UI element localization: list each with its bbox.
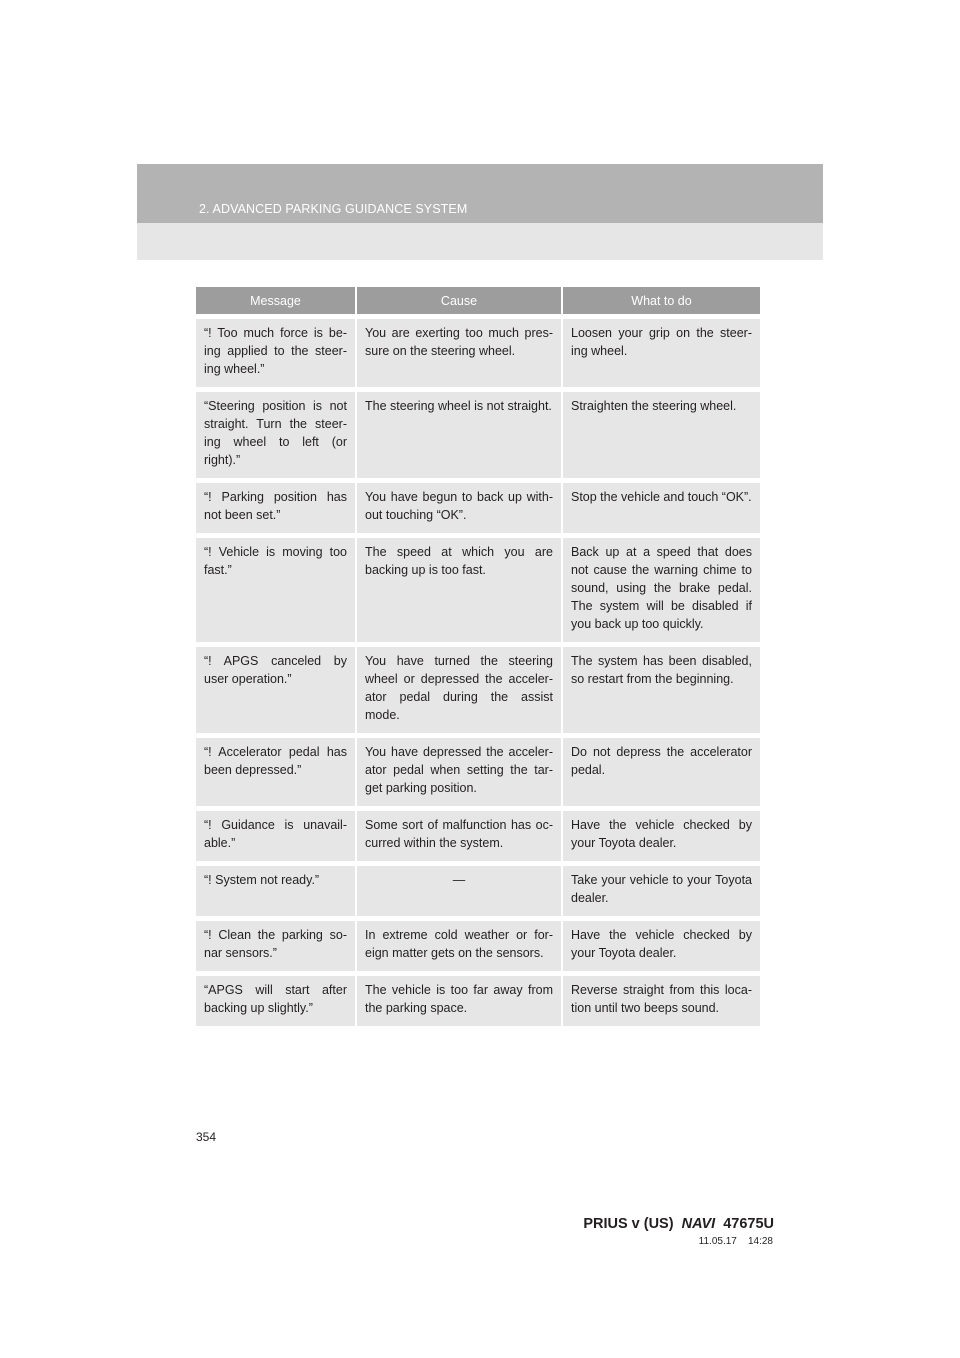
cause-cell: Some sort of malfunction has oc-curred within the system.	[356, 809, 562, 864]
table-row	[196, 481, 760, 536]
table-row	[196, 974, 760, 1027]
column-header-cause: Cause	[356, 287, 562, 317]
cause-cell: The steering wheel is not straight.	[356, 390, 562, 481]
table-row	[196, 864, 760, 919]
message-cell: “! Guidance is unavail-able.”	[196, 809, 356, 864]
table-row	[196, 736, 760, 809]
table-row	[196, 317, 760, 390]
cause-cell: You are exerting too much pres-sure on the steering wheel.	[356, 317, 562, 390]
table-row	[196, 919, 760, 974]
action-cell: Have the vehicle checked by your Toyota dealer.	[562, 919, 760, 974]
action-cell: Back up at a speed that does not cause the warning chime to sound, using the brake pedal. The system will be disabled if you back up too quickly.	[562, 536, 760, 645]
cause-cell: You have depressed the acceler-ator pedal when setting the tar-get parking position.	[356, 736, 562, 809]
action-cell: Reverse straight from this loca-tion until two beeps sound.	[562, 974, 760, 1027]
cause-cell: The speed at which you are backing up is too fast.	[356, 536, 562, 645]
message-cell: “! System not ready.”	[196, 864, 356, 919]
message-cell: “! Parking position has not been set.”	[196, 481, 356, 536]
section-title: 2. ADVANCED PARKING GUIDANCE SYSTEM	[199, 202, 468, 216]
table-header-row	[196, 287, 760, 317]
action-cell: Loosen your grip on the steer-ing wheel.	[562, 317, 760, 390]
model-name: PRIUS v (US)	[583, 1216, 674, 1232]
page-number: 354	[196, 1130, 217, 1144]
table-row	[196, 645, 760, 736]
message-cell: “! APGS canceled by user operation.”	[196, 645, 356, 736]
action-cell: Take your vehicle to your Toyota dealer.	[562, 864, 760, 919]
message-cell: “Steering position is not straight. Turn the steer-ing wheel to left (or right).”	[196, 390, 356, 481]
action-cell: Do not depress the accelerator pedal.	[562, 736, 760, 809]
footer-model	[583, 1216, 774, 1232]
message-cell: “! Vehicle is moving too fast.”	[196, 536, 356, 645]
header-bar	[137, 164, 823, 223]
navi-label: NAVI	[681, 1216, 716, 1232]
print-date: 11.05.17	[698, 1236, 737, 1247]
doc-code: 47675U	[723, 1216, 774, 1232]
message-cell: “! Clean the parking so-nar sensors.”	[196, 919, 356, 974]
cause-cell: You have begun to back up with-out touching “OK”.	[356, 481, 562, 536]
cause-cell: You have turned the steering wheel or depressed the acceler-ator pedal during the assist mode.	[356, 645, 562, 736]
action-cell: Have the vehicle checked by your Toyota dealer.	[562, 809, 760, 864]
action-cell: Stop the vehicle and touch “OK”.	[562, 481, 760, 536]
print-time: 14:28	[747, 1236, 773, 1247]
cause-cell: In extreme cold weather or for-eign matter gets on the sensors.	[356, 919, 562, 974]
table-row	[196, 809, 760, 864]
action-cell: Straighten the steering wheel.	[562, 390, 760, 481]
cause-cell: —	[356, 864, 562, 919]
message-cell: “APGS will start after backing up slightly.”	[196, 974, 356, 1027]
column-header-message: Message	[196, 287, 356, 317]
message-table	[196, 287, 760, 1026]
message-cell: “! Too much force is be-ing applied to the steer-ing wheel.”	[196, 317, 356, 390]
action-cell: The system has been disabled, so restart from the beginning.	[562, 645, 760, 736]
table-row	[196, 390, 760, 481]
column-header-action: What to do	[562, 287, 760, 317]
table-row	[196, 536, 760, 645]
cause-cell: The vehicle is too far away from the parking space.	[356, 974, 562, 1027]
header-band	[137, 164, 823, 260]
message-cell: “! Accelerator pedal has been depressed.”	[196, 736, 356, 809]
footer-date	[699, 1236, 773, 1247]
